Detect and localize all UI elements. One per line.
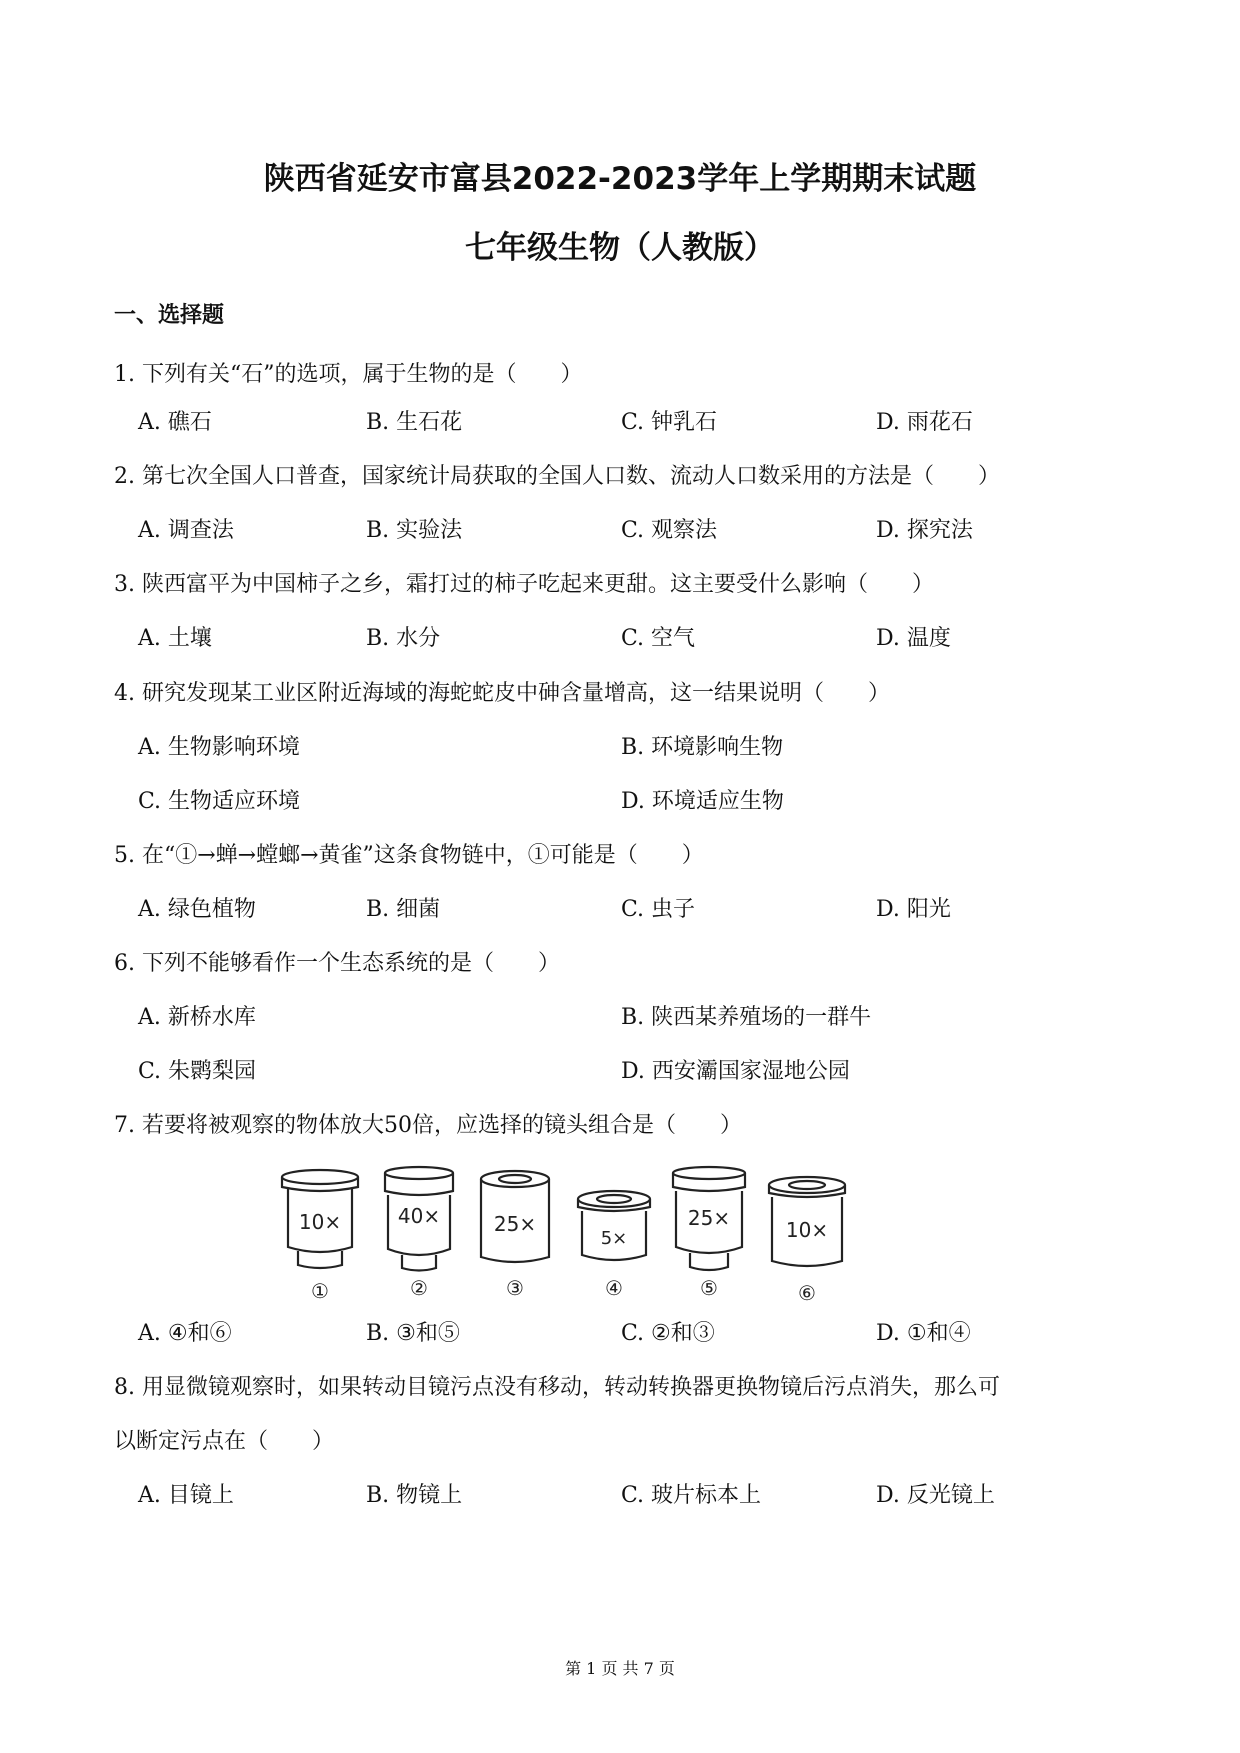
question-2-option-d: D. 探究法 <box>876 518 973 543</box>
question-8-line-1: 8. 用显微镜观察时，如果转动目镜污点没有移动，转动转换器更换物镜后污点消失，那么可 <box>114 1375 1000 1400</box>
question-2-option-a: A. 调查法 <box>138 518 234 543</box>
lens-6-label: 10× <box>785 1218 829 1242</box>
page-footer: 第 1 页 共 7 页 <box>565 1659 675 1678</box>
question-3-option-a: A. 土壤 <box>138 626 212 651</box>
lens-3-number: ③ <box>506 1276 524 1300</box>
lens-5-label: 25× <box>687 1206 731 1230</box>
lens-figure <box>280 1165 860 1315</box>
lens-4-number: ④ <box>605 1276 623 1300</box>
lens-1-eyepiece-10x <box>282 1170 358 1303</box>
question-8-option-b: B. 物镜上 <box>366 1483 463 1508</box>
lens-2-number: ② <box>410 1276 428 1300</box>
lens-6-eyepiece-10x <box>769 1177 845 1305</box>
question-5-option-b: B. 细菌 <box>366 897 441 922</box>
question-8-line-2: 以断定污点在（ ） <box>114 1429 335 1454</box>
question-2-option-c: C. 观察法 <box>621 518 718 543</box>
question-7-option-a: A. ④和⑥ <box>138 1321 232 1346</box>
question-6-option-d: D. 西安灞国家湿地公园 <box>621 1059 850 1084</box>
lens-1-label: 10× <box>298 1210 342 1234</box>
question-5: 5. 在“①→蝉→螳螂→黄雀”这条食物链中，①可能是（ ） <box>114 843 704 868</box>
question-2: 2. 第七次全国人口普查，国家统计局获取的全国人口数、流动人口数采用的方法是（ ） <box>114 464 1000 489</box>
question-6: 6. 下列不能够看作一个生态系统的是（ ） <box>114 951 560 976</box>
question-4-option-c: C. 生物适应环境 <box>138 789 301 814</box>
question-7-option-d: D. ①和④ <box>876 1321 971 1346</box>
question-5-option-a: A. 绿色植物 <box>138 897 256 922</box>
question-8-option-c: C. 玻片标本上 <box>621 1483 762 1508</box>
page-subtitle: 七年级生物（人教版） <box>465 230 775 266</box>
question-4-option-d: D. 环境适应生物 <box>621 789 784 814</box>
question-6-option-b: B. 陕西某养殖场的一群牛 <box>621 1005 872 1030</box>
question-3-option-c: C. 空气 <box>621 626 696 651</box>
question-8-option-d: D. 反光镜上 <box>876 1483 995 1508</box>
question-7-option-b: B. ③和⑤ <box>366 1321 460 1346</box>
question-7-option-c: C. ②和③ <box>621 1321 715 1346</box>
question-3: 3. 陕西富平为中国柿子之乡，霜打过的柿子吃起来更甜。这主要受什么影响（ ） <box>114 572 934 597</box>
lens-4-eyepiece-5x <box>578 1191 650 1300</box>
lens-3-label: 25× <box>493 1212 537 1236</box>
question-5-option-d: D. 阳光 <box>876 897 951 922</box>
question-8-option-a: A. 目镜上 <box>138 1483 234 1508</box>
lens-4-label: 5× <box>600 1228 628 1249</box>
question-1-option-c: C. 钟乳石 <box>621 410 718 435</box>
question-4-option-b: B. 环境影响生物 <box>621 735 784 760</box>
lens-5-number: ⑤ <box>700 1276 718 1300</box>
lens-6-number: ⑥ <box>798 1281 816 1305</box>
question-6-option-a: A. 新桥水库 <box>138 1005 256 1030</box>
question-2-option-b: B. 实验法 <box>366 518 463 543</box>
question-3-option-d: D. 温度 <box>876 626 951 651</box>
section-heading: 一、选择题 <box>114 303 225 328</box>
question-3-option-b: B. 水分 <box>366 626 441 651</box>
question-4: 4. 研究发现某工业区附近海域的海蛇蛇皮中砷含量增高，这一结果说明（ ） <box>114 681 890 706</box>
question-4-option-a: A. 生物影响环境 <box>138 735 300 760</box>
page-title: 陕西省延安市富县2022-2023学年上学期期末试题 <box>263 161 977 197</box>
lens-3-eyepiece-25x <box>481 1171 549 1300</box>
lens-1-number: ① <box>311 1279 329 1303</box>
question-6-option-c: C. 朱鹮梨园 <box>138 1059 257 1084</box>
question-1: 1. 下列有关“石”的选项，属于生物的是（ ） <box>114 362 583 387</box>
question-5-option-c: C. 虫子 <box>621 897 696 922</box>
question-1-option-a: A. 礁石 <box>138 410 212 435</box>
question-1-option-b: B. 生石花 <box>366 410 463 435</box>
lens-2-objective-40x <box>385 1167 453 1300</box>
lens-5-objective-25x <box>673 1167 745 1300</box>
question-7: 7. 若要将被观察的物体放大50倍，应选择的镜头组合是（ ） <box>114 1113 742 1138</box>
question-1-option-d: D. 雨花石 <box>876 410 973 435</box>
lens-2-label: 40× <box>397 1204 441 1228</box>
